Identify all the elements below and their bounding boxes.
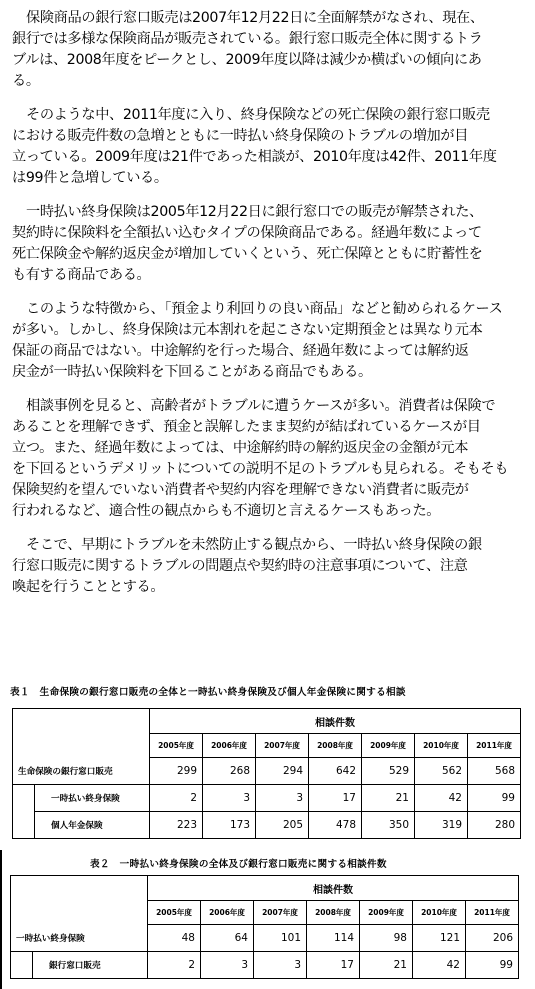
table-cell: 478 [309, 812, 362, 839]
table2-block [0, 850, 535, 989]
table1-stub-cell [13, 812, 35, 839]
table1-stub-cell [13, 785, 35, 812]
table-cell: 64 [201, 925, 254, 952]
table-cell: 294 [256, 758, 309, 785]
table2-row-label: 銀行窓口販売 [33, 952, 148, 979]
table2-year-header: 2007年度 [254, 901, 307, 925]
table1-row-label: 個人年金保険 [35, 812, 150, 839]
table1-year-header: 2008年度 [309, 734, 362, 758]
table1-row-label: 一時払い終身保険 [35, 785, 150, 812]
table-cell: 21 [362, 785, 415, 812]
table-cell: 280 [468, 812, 521, 839]
table-cell: 642 [309, 758, 362, 785]
table-cell: 568 [468, 758, 521, 785]
left-edge-rule [0, 850, 2, 989]
table-row [11, 952, 519, 979]
table2-caption: 表２ 一時払い終身保険の全体及び銀行窓口販売に関する相談件数 [90, 859, 387, 870]
table-row [11, 925, 519, 952]
table-cell: 529 [362, 758, 415, 785]
table-cell: 350 [362, 812, 415, 839]
table-cell: 319 [415, 812, 468, 839]
table-cell: 48 [148, 925, 201, 952]
table2-row-label: 一時払い終身保険 [11, 925, 148, 952]
table-cell: 121 [413, 925, 466, 952]
table-cell: 3 [256, 785, 309, 812]
table-cell: 17 [309, 785, 362, 812]
table-cell: 2 [148, 952, 201, 979]
table2-year-header: 2005年度 [148, 901, 201, 925]
table-cell: 206 [466, 925, 519, 952]
table-cell: 3 [201, 952, 254, 979]
table2-year-header: 2010年度 [413, 901, 466, 925]
paragraph-6: そこで、早期にトラブルを未然防止する観点から、一時払い終身保険の銀 行窓口販売に関するトラブルの問題点や契約時の注意事項について、注意 喚起を行うこととする。 [12, 537, 482, 595]
table1-year-header: 2005年度 [150, 734, 203, 758]
table2-group-header: 相談件数 [148, 876, 519, 901]
table-cell: 268 [203, 758, 256, 785]
paragraph-4: このような特徴から、「預金より利回りの良い商品」などと勧められるケース が多い。しかし、終身保険は元本割れを起こさない定期預金とは異なり元本 保証の商品ではない。中途解約を行った場合、経過年数によっては解約返 戻金が一時払い保険料を下回ることがある商品でもある。 [12, 301, 503, 380]
table2-year-header: 2008年度 [307, 901, 360, 925]
table2-year-header: 2006年度 [201, 901, 254, 925]
table1-year-header: 2007年度 [256, 734, 309, 758]
table-cell: 21 [360, 952, 413, 979]
table-cell: 17 [307, 952, 360, 979]
table-cell: 98 [360, 925, 413, 952]
table1-corner-cell [13, 709, 150, 758]
paragraph-2: そのような中、2011年度に入り、終身保険などの死亡保険の銀行窓口販売 における販売件数の急増とともに一時払い終身保険のトラブルの増加が目 立っている。2009年度は21件であった相談が、2010年度は42件、2011年度 は99件と急増している。 [12, 107, 497, 186]
table-cell: 3 [203, 785, 256, 812]
table2-year-header: 2009年度 [360, 901, 413, 925]
table1-year-header: 2011年度 [468, 734, 521, 758]
table-cell: 42 [413, 952, 466, 979]
table2-stub-cell [11, 952, 33, 979]
table-row [13, 785, 521, 812]
table1 [12, 708, 521, 839]
table2-corner-cell [11, 876, 148, 925]
table-cell: 114 [307, 925, 360, 952]
table1-year-header: 2006年度 [203, 734, 256, 758]
table2-year-header: 2011年度 [466, 901, 519, 925]
table1-year-header: 2010年度 [415, 734, 468, 758]
table2 [10, 875, 519, 979]
table-cell: 99 [466, 952, 519, 979]
paragraph-1: 保険商品の銀行窓口販売は2007年12月22日に全面解禁がなされ、現在、 銀行では多様な保険商品が販売されている。銀行窓口販売全体に関するトラ ブルは、2008年度をピークとし、2009年度以降は減少か横ばいの傾向にあ る。 [12, 10, 484, 89]
table-cell: 3 [254, 952, 307, 979]
table-cell: 562 [415, 758, 468, 785]
table1-group-header: 相談件数 [150, 709, 521, 734]
table1-block [0, 664, 535, 847]
table-row [13, 812, 521, 839]
table-cell: 205 [256, 812, 309, 839]
table-cell: 173 [203, 812, 256, 839]
table1-caption: 表１ 生命保険の銀行窓口販売の全体と一時払い終身保険及び個人年金保険に関する相談 [10, 687, 406, 698]
table-row [13, 758, 521, 785]
paragraph-5: 相談事例を見ると、高齢者がトラブルに遭うケースが多い。消費者は保険で あることを理解できず、預金と誤解したまま契約が結ばれているケースが目 立つ。また、経過年数によっては、中途解約時の解約返戻金の金額が元本 を下回るというデメリットについての説明不足のトラブルも見られる。そもそも 保険契約を望んでいない消費者や契約内容を理解できない消費者に販売が 行われるなど、適合性の観点からも不適切と言えるケースもあった。 [12, 398, 509, 519]
table1-row-label: 生命保険の銀行窓口販売 [13, 758, 150, 785]
table-cell: 2 [150, 785, 203, 812]
table-cell: 99 [468, 785, 521, 812]
table-cell: 299 [150, 758, 203, 785]
paragraph-3: 一時払い終身保険は2005年12月22日に銀行窓口での販売が解禁された、 契約時に保険料を全額払い込むタイプの保険商品である。経過年数によって 死亡保険金や解約返戻金が増加していくという、死亡保障とともに貯蓄性を も有する商品である。 [12, 204, 483, 283]
table1-year-header: 2009年度 [362, 734, 415, 758]
table-cell: 223 [150, 812, 203, 839]
table-cell: 101 [254, 925, 307, 952]
table-cell: 42 [415, 785, 468, 812]
